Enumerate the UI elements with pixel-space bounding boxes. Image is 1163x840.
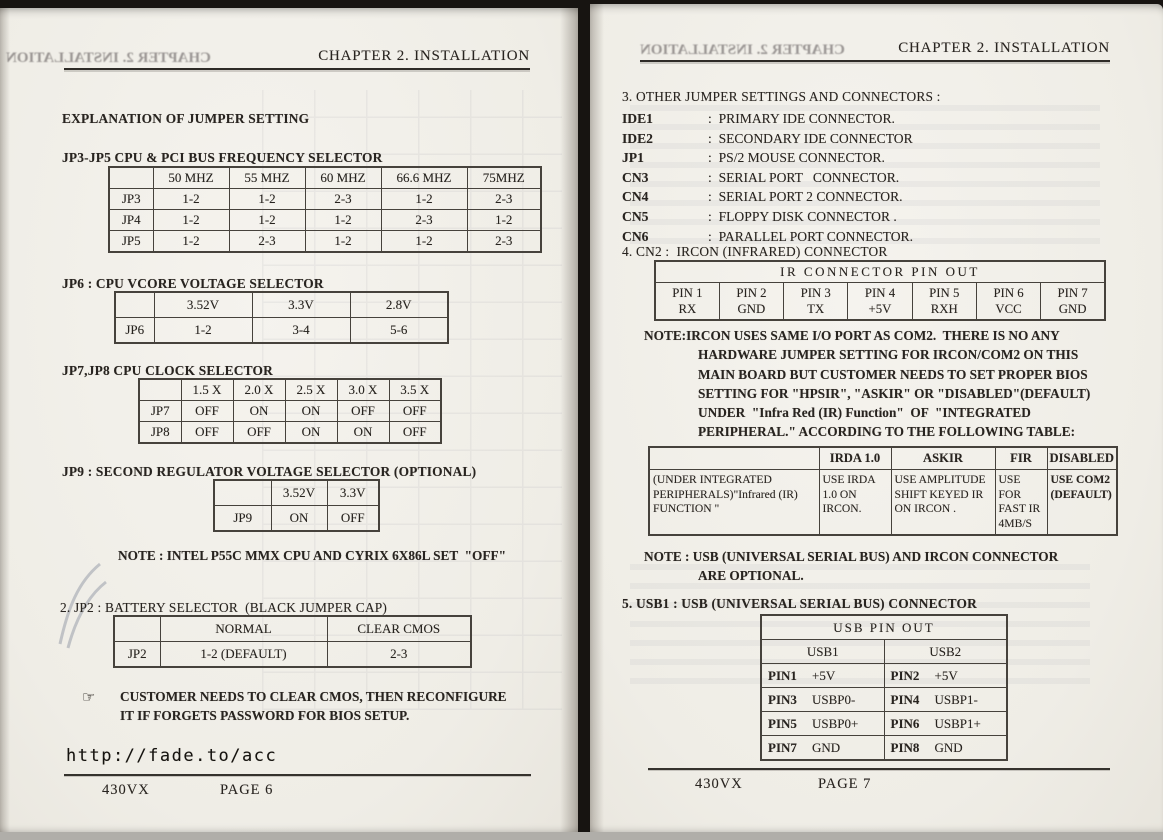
table-row	[761, 664, 1007, 688]
cell: OFF	[389, 401, 441, 422]
pin-signal: TX	[807, 302, 825, 316]
usb-pinout-table	[760, 614, 1008, 761]
table-row	[114, 642, 471, 668]
note-line: ARE OPTIONAL.	[698, 568, 804, 584]
cell: JP2	[114, 642, 160, 668]
pin-signal: USBP0-	[812, 692, 856, 707]
cell: ON	[271, 506, 327, 532]
pin-label: PIN6	[890, 716, 920, 731]
table-row	[109, 189, 541, 210]
header-cell	[109, 167, 153, 189]
cell: JP4	[109, 210, 153, 231]
header-cell: 66.6 MHZ	[381, 167, 467, 189]
pin-label: PIN5	[768, 716, 797, 731]
connector-term: CN5	[622, 208, 649, 224]
scanner-edge-strip	[0, 832, 1163, 840]
cell	[976, 283, 1040, 321]
connector-desc: : PS/2 MOUSE CONNECTOR.	[708, 150, 885, 166]
clock-selector-heading: JP7,JP8 CPU CLOCK SELECTOR	[62, 363, 274, 378]
cell	[719, 283, 783, 321]
header-cell: 2.0 X	[233, 379, 285, 401]
cell: JP6	[115, 318, 154, 344]
note-line: NOTE : USB (UNIVERSAL SERIAL BUS) AND IRCON CONNECTOR	[644, 549, 1059, 564]
header-cell: 60 MHZ	[305, 167, 381, 189]
header-cell: DISABLED	[1047, 447, 1117, 470]
pin-label: PIN 1	[672, 286, 703, 300]
table-row	[761, 736, 1007, 761]
table-row	[649, 470, 1117, 536]
usb-optional-note	[644, 547, 1058, 586]
cell	[884, 712, 1007, 736]
table-row	[139, 422, 441, 444]
header-cell: NORMAL	[160, 616, 327, 642]
header-cell: 3.52V	[154, 292, 252, 318]
table-title: IR CONNECTOR PIN OUT	[655, 261, 1105, 283]
cell: 5-6	[350, 318, 448, 344]
header-cell: 3.0 X	[337, 379, 389, 401]
cell	[761, 664, 884, 688]
cell: OFF	[337, 401, 389, 422]
header-cell: ASKIR	[891, 447, 995, 470]
watermark-url: http://fade.to/acc	[66, 746, 278, 766]
ir-pinout-table	[654, 260, 1106, 321]
pin-label: PIN8	[890, 740, 920, 755]
pin-signal: GND	[934, 740, 963, 755]
header-cell: 2.8V	[350, 292, 448, 318]
battery-selector-heading: 2. JP2 : BATTERY SELECTOR (BLACK JUMPER CAP)	[60, 600, 388, 615]
header-cell: 55 MHZ	[229, 167, 305, 189]
pin-signal: RXH	[930, 302, 958, 316]
header-cell: CLEAR CMOS	[327, 616, 471, 642]
note-line: MAIN BOARD BUT CUSTOMER NEEDS TO SET PROPER BIOS	[698, 366, 1088, 382]
pin-label: PIN 6	[993, 286, 1024, 300]
freq-selector-table	[108, 166, 542, 253]
footer-rule	[64, 774, 531, 776]
cell: 1-2	[229, 189, 305, 210]
table-row	[115, 292, 448, 318]
cell: 2-3	[467, 189, 541, 210]
pin-label: PIN4	[890, 692, 920, 707]
header-cell: 1.5 X	[181, 379, 233, 401]
pin-signal: GND	[1058, 302, 1087, 316]
list-item	[622, 207, 913, 227]
connector-desc: : PARALLEL PORT CONNECTOR.	[708, 228, 914, 244]
cell: OFF	[327, 506, 379, 532]
ircon-note	[644, 326, 1090, 442]
cell: 2-3	[305, 189, 381, 210]
cell: ON	[285, 401, 337, 422]
pin-signal: +5V	[934, 668, 958, 683]
pin-label: PIN7	[768, 740, 797, 755]
list-item	[622, 148, 913, 168]
header-cell	[139, 379, 181, 401]
pin-label: PIN 5	[929, 286, 960, 300]
section5-heading: 5. USB1 : USB (UNIVERSAL SERIAL BUS) CONNECTOR	[622, 596, 977, 611]
table-row	[214, 480, 379, 506]
connector-desc: : SERIAL PORT CONNECTOR.	[708, 169, 900, 185]
cell: OFF	[233, 422, 285, 444]
table-row	[115, 318, 448, 344]
connector-list	[622, 109, 913, 246]
cell: 1-2	[153, 189, 229, 210]
header-cell: 75MHZ	[467, 167, 541, 189]
bleedthrough-header-ghost: CHAPTER 2. INSTALLATION	[640, 42, 845, 58]
pin-signal: USBP1-	[934, 692, 978, 707]
table-row	[655, 261, 1105, 283]
cell: 1-2	[229, 210, 305, 231]
pin-label: PIN 4	[864, 286, 896, 300]
header-cell: IRDA 1.0	[819, 447, 891, 470]
note-line: CUSTOMER NEEDS TO CLEAR CMOS, THEN RECONFIGURE	[120, 689, 507, 704]
cell: 1-2	[153, 210, 229, 231]
connector-desc: : SERIAL PORT 2 CONNECTOR.	[708, 189, 903, 205]
cell: USE COM2 (DEFAULT)	[1047, 470, 1117, 536]
cell	[912, 283, 976, 321]
cell: OFF	[181, 422, 233, 444]
header-cell: 3.3V	[252, 292, 350, 318]
note-line: UNDER "Infra Red (IR) Function" OF "INTEGRATED	[698, 405, 1031, 421]
header-cell: 50 MHZ	[153, 167, 229, 189]
cell	[884, 688, 1007, 712]
cell: OFF	[181, 401, 233, 422]
cell: USE IRDA 1.0 ON IRCON.	[819, 470, 891, 536]
cell: 1-2 (DEFAULT)	[160, 642, 327, 668]
pin-signal: USBP0+	[812, 716, 859, 731]
pin-signal: USBP1+	[934, 716, 981, 731]
note-line: SETTING FOR "HPSIR", "ASKIR" OR "DISABLED"(DEFAULT)	[698, 385, 1091, 401]
connector-desc: : SECONDARY IDE CONNECTOR	[708, 130, 913, 146]
cpu-off-note: NOTE : INTEL P55C MMX CPU AND CYRIX 6X86L SET "OFF"	[118, 548, 506, 563]
bleedthrough-header-ghost: CHAPTER 2. INSTALLATION	[6, 50, 211, 66]
pin-label: PIN 3	[800, 286, 831, 300]
cell: 2-3	[467, 231, 541, 253]
table-row	[761, 615, 1007, 640]
cell: ON	[285, 422, 337, 444]
header-cell: 2.5 X	[285, 379, 337, 401]
header-cell	[649, 447, 819, 470]
page-title: EXPLANATION OF JUMPER SETTING	[62, 111, 310, 126]
ir-mode-table	[648, 446, 1118, 536]
regulator-selector-table	[213, 479, 380, 532]
header-cell	[115, 292, 154, 318]
cell	[848, 283, 912, 321]
table-row	[109, 231, 541, 253]
footer-page-number: PAGE 6	[220, 782, 274, 798]
cell: 1-2	[381, 189, 467, 210]
table-row	[114, 616, 471, 642]
pin-label: PIN3	[768, 692, 797, 707]
cell: JP3	[109, 189, 153, 210]
table-row	[109, 167, 541, 189]
cell: 2-3	[229, 231, 305, 253]
cmos-warning-note	[120, 687, 540, 726]
cell	[884, 664, 1007, 688]
connector-term: JP1	[622, 150, 644, 166]
connector-term: CN6	[622, 228, 649, 244]
pin-signal: GND	[812, 740, 841, 755]
table-row	[761, 640, 1007, 664]
note-line: NOTE:IRCON USES SAME I/O PORT AS COM2. THERE IS NO ANY	[644, 328, 1060, 343]
manual-page-right	[590, 4, 1163, 832]
list-item	[622, 168, 913, 188]
cell: 2-3	[327, 642, 471, 668]
manual-page-left	[0, 8, 578, 832]
cell	[761, 688, 884, 712]
cell: 2-3	[381, 210, 467, 231]
vcore-selector-heading: JP6 : CPU VCORE VOLTAGE SELECTOR	[62, 276, 324, 291]
footer-page-number: PAGE 7	[818, 776, 872, 792]
regulator-selector-heading: JP9 : SECOND REGULATOR VOLTAGE SELECTOR (OPTIONAL)	[62, 464, 477, 479]
header-cell: 3.5 X	[389, 379, 441, 401]
cell: 1-2	[305, 231, 381, 253]
footer-model: 430VX	[102, 782, 150, 798]
cell: ON	[233, 401, 285, 422]
connector-term: IDE1	[622, 111, 653, 126]
table-row	[649, 447, 1117, 470]
usb-group-header: USB2	[884, 640, 1007, 664]
header-cell: 3.3V	[327, 480, 379, 506]
table-row	[139, 401, 441, 422]
pin-label: PIN 7	[1057, 286, 1088, 300]
table-row	[761, 712, 1007, 736]
header-cell	[114, 616, 160, 642]
freq-selector-heading: JP3-JP5 CPU & PCI BUS FREQUENCY SELECTOR	[62, 150, 383, 165]
header-cell: FIR	[995, 447, 1047, 470]
clock-selector-table	[138, 378, 442, 444]
footer-model: 430VX	[695, 776, 743, 792]
note-line: IT IF FORGETS PASSWORD FOR BIOS SETUP.	[120, 708, 410, 724]
cell: 1-2	[305, 210, 381, 231]
cell: JP9	[214, 506, 271, 532]
pointing-hand-icon: ☞	[82, 688, 96, 706]
table-title: USB PIN OUT	[761, 615, 1007, 640]
table-row	[655, 283, 1105, 321]
pin-label: PIN 2	[736, 286, 767, 300]
cell	[1041, 283, 1105, 321]
cell: USE FOR FAST IR 4MB/S	[995, 470, 1047, 536]
list-item	[622, 129, 913, 149]
cell	[784, 283, 848, 321]
table-row	[109, 210, 541, 231]
table-row	[761, 688, 1007, 712]
list-item	[622, 109, 913, 129]
cell: (UNDER INTEGRATED PERIPHERALS)"Infrared (IR) FUNCTION "	[649, 470, 819, 536]
footer-rule	[648, 768, 1110, 770]
cell: 1-2	[467, 210, 541, 231]
pin-label: PIN2	[890, 668, 920, 683]
cell: 3-4	[252, 318, 350, 344]
pin-label: PIN1	[768, 668, 797, 683]
section3-heading: 3. OTHER JUMPER SETTINGS AND CONNECTORS :	[622, 89, 941, 104]
table-row	[139, 379, 441, 401]
vcore-selector-table	[114, 291, 449, 344]
cell: JP5	[109, 231, 153, 253]
cell	[655, 283, 719, 321]
pin-signal: +5V	[812, 668, 836, 683]
chapter-header: CHAPTER 2. INSTALLATION	[64, 48, 530, 70]
usb-group-header: USB1	[761, 640, 884, 664]
connector-desc: : PRIMARY IDE CONNECTOR.	[708, 111, 895, 126]
battery-selector-table	[113, 615, 472, 668]
connector-desc: : FLOPPY DISK CONNECTOR .	[708, 208, 897, 224]
cell: 1-2	[381, 231, 467, 253]
cell	[761, 712, 884, 736]
cell: JP7	[139, 401, 181, 422]
section4-heading: 4. CN2 : IRCON (INFRARED) CONNECTOR	[622, 244, 888, 259]
connector-term: IDE2	[622, 130, 653, 146]
connector-term: CN4	[622, 189, 649, 205]
note-line: HARDWARE JUMPER SETTING FOR IRCON/COM2 ON THIS	[698, 347, 1079, 363]
cell: 1-2	[153, 231, 229, 253]
cell: USE AMPLITUDE SHIFT KEYED IR ON IRCON .	[891, 470, 995, 536]
pin-signal: RX	[678, 302, 697, 316]
pin-signal: GND	[737, 302, 766, 316]
cell	[884, 736, 1007, 761]
chapter-header: CHAPTER 2. INSTALLATION	[640, 40, 1110, 62]
pin-signal: +5V	[868, 302, 892, 316]
cell: JP8	[139, 422, 181, 444]
cell: 1-2	[154, 318, 252, 344]
cell: OFF	[389, 422, 441, 444]
connector-term: CN3	[622, 169, 649, 185]
list-item	[622, 187, 913, 207]
table-row	[214, 506, 379, 532]
cell: ON	[337, 422, 389, 444]
header-cell: 3.52V	[271, 480, 327, 506]
note-line: PERIPHERAL." ACCORDING TO THE FOLLOWING TABLE:	[698, 424, 1076, 440]
header-cell	[214, 480, 271, 506]
cell	[761, 736, 884, 761]
pin-signal: VCC	[995, 302, 1022, 316]
